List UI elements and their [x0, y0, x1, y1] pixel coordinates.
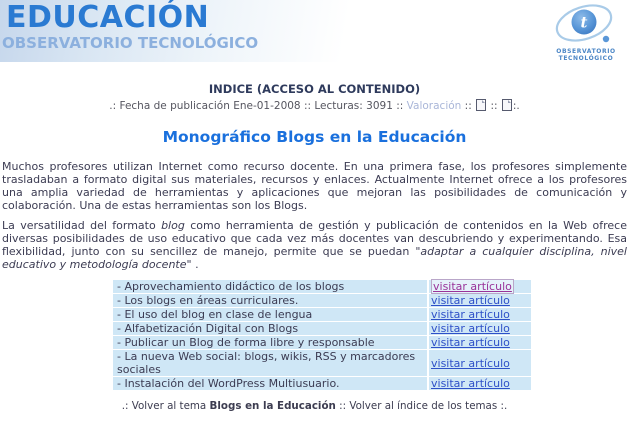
visit-article-link[interactable]: visitar artículo	[431, 308, 510, 321]
intro-paragraph-1: Muchos profesores utilizan Internet como recurso docente. En una primera fase, los profesores simplemente trasladaban a formato digital sus materiales, recursos y enlaces. Actualmente Internet ofrece a los profesores una amplia variedad de herramientas y aplicaciones que mejoran las posibilidades de comunicación y colaboración. Una de estas herramientas son los Blogs.	[2, 160, 627, 212]
publication-date: Fecha de publicación Ene-01-2008	[119, 100, 301, 112]
open-mark: .:	[121, 400, 129, 412]
article-title: - Aprovechamiento didáctico de los blogs	[113, 280, 427, 293]
visit-article-link[interactable]: visitar artículo	[431, 294, 510, 307]
article-title: - El uso del blog en clase de lengua	[113, 308, 427, 321]
close-mark: :.	[512, 100, 520, 112]
visit-article-link[interactable]: visitar artículo	[431, 336, 510, 349]
toc-table	[111, 279, 533, 391]
logo-letter: t	[580, 13, 588, 32]
theme-name: Blogs en la Educación	[209, 400, 336, 412]
separator: ::	[339, 400, 347, 412]
print-icon[interactable]	[476, 99, 486, 111]
paragraph-2-quote: adaptar a cualquier disciplina, nivel educativo y metodología docente	[2, 245, 627, 271]
article-title: - Los blogs en áreas curriculares.	[113, 294, 427, 307]
back-to-theme-link[interactable]	[132, 400, 336, 412]
back-to-index-link[interactable]: Volver al índice de los temas	[349, 400, 498, 412]
article-title: - Publicar un Blog de forma libre y responsable	[113, 336, 427, 349]
table-row	[113, 280, 531, 293]
footer-nav	[0, 400, 629, 412]
valoracion-link[interactable]: Valoración	[406, 100, 462, 112]
site-header	[0, 0, 629, 62]
table-row	[113, 377, 531, 390]
visit-article-link[interactable]: visitar artículo	[431, 356, 510, 370]
separator: ::	[490, 100, 498, 112]
visit-article-link[interactable]: visitar artículo	[431, 377, 510, 390]
separator: ::	[303, 100, 312, 112]
visit-article-link[interactable]: visitar artículo	[431, 322, 510, 335]
table-row	[113, 322, 531, 335]
intro-paragraph-2	[2, 219, 627, 271]
paragraph-2-tail: " .	[186, 258, 199, 271]
table-row	[113, 336, 531, 349]
close-mark: :.	[500, 400, 508, 412]
table-row	[113, 308, 531, 321]
article-title: - Instalación del WordPress Multiusuario.	[113, 377, 427, 390]
paragraph-2-lead: La versatilidad del formato	[2, 219, 162, 232]
separator: ::	[464, 100, 472, 112]
table-row	[113, 294, 531, 307]
forward-icon[interactable]	[502, 99, 512, 111]
logo-caption-line1: OBSERVATORIO	[556, 48, 616, 55]
lecturas-count: Lecturas: 3091	[314, 100, 393, 112]
separator: ::	[396, 100, 404, 112]
page-title: Monográfico Blogs en la Educación	[162, 128, 467, 146]
table-row	[113, 350, 531, 376]
paragraph-2-term: blog	[161, 219, 185, 232]
back-to-theme-text: Volver al tema	[131, 400, 210, 412]
site-title: EDUCACIÓN	[6, 0, 210, 35]
logo-caption-line2: TECNOLÓGICO	[558, 55, 614, 62]
paragraph-2-mid: como herramienta de gestión y publicación de contenidos en la Web ofrece diversas posibilidades de uso educativo que cada vez más docentes van descubriendo y experimentando. Esa flexibilidad, junto con su sencillez de manejo, permite que se puedan "	[2, 219, 627, 258]
article-title: - Alfabetización Digital con Blogs	[113, 322, 427, 335]
meta-line	[0, 99, 629, 112]
index-heading: INDICE (ACCESO AL CONTENIDO)	[208, 82, 421, 96]
article-title: - La nueva Web social: blogs, wikis, RSS y marcadores sociales	[113, 350, 427, 376]
observatorio-logo-icon[interactable]	[541, 0, 627, 62]
open-mark: .:	[109, 100, 117, 112]
site-subtitle: OBSERVATORIO TECNOLÓGICO	[2, 34, 259, 52]
visit-article-link[interactable]: visitar artículo	[433, 280, 512, 293]
